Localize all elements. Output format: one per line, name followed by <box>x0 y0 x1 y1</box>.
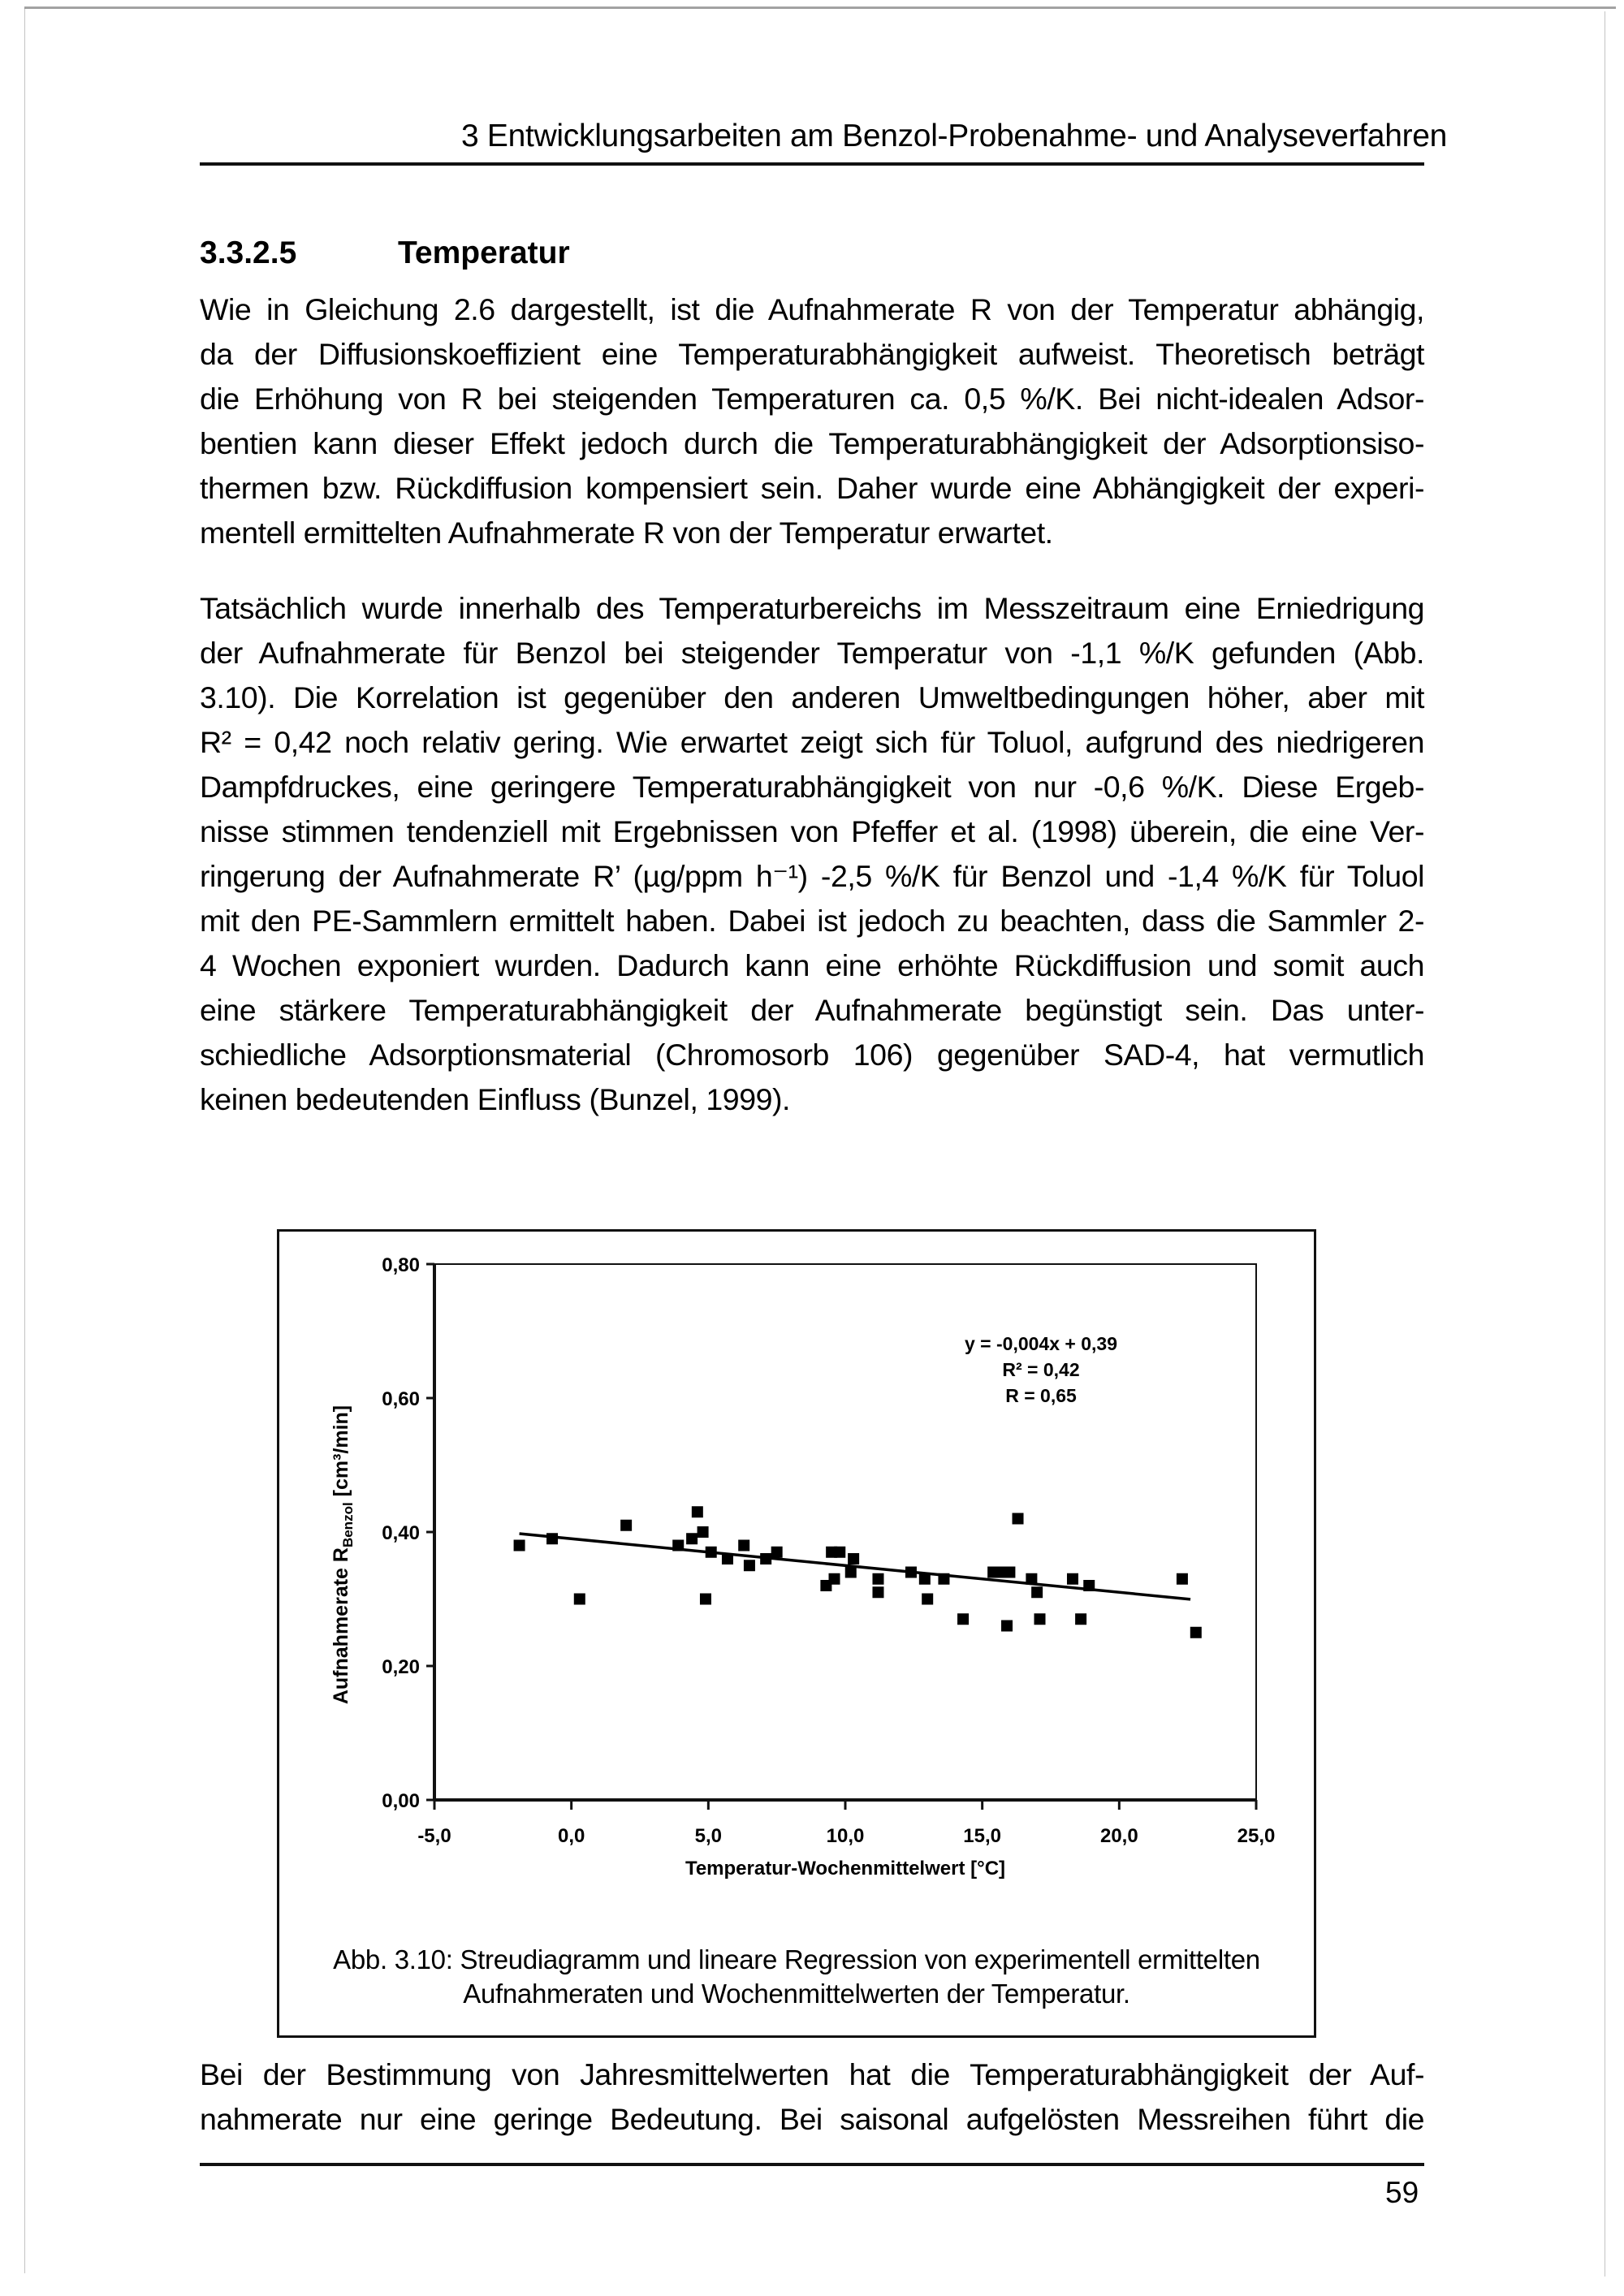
data-point-marker <box>1083 1580 1095 1591</box>
data-point-marker <box>845 1567 857 1578</box>
data-point-marker <box>922 1594 933 1605</box>
data-point-marker <box>905 1567 917 1578</box>
data-point-marker <box>834 1547 845 1558</box>
figure-caption <box>277 1943 1316 2011</box>
data-point-marker <box>620 1520 632 1531</box>
page-number: 59 <box>1385 2176 1419 2209</box>
text-line: mentell ermittelten Aufnahmerate R von der Temperatur erwartet. <box>200 516 1053 550</box>
text-line: 4 Wochen exponiert wurden. Dadurch kann eine erhöhte Rückdiffusion und somit auch <box>200 948 1424 982</box>
running-header: 3 Entwicklungsarbeiten am Benzol-Probenahme- und Analyseverfahren <box>461 119 1448 153</box>
y-axis-label: Aufnahmerate $R_{Benzol}$ [cm³/min] <box>330 1405 356 1705</box>
y-tick-label: 0,20 <box>382 1656 420 1678</box>
data-point-marker <box>872 1586 883 1598</box>
text-line: thermen bzw. Rückdiffusion kompensiert sein. Daher wurde eine Abhängigkeit der experi- <box>200 471 1424 505</box>
text-line: Tatsächlich wurde innerhalb des Temperaturbereichs im Messzeitraum eine Erniedrigung <box>200 591 1424 625</box>
data-point-marker <box>938 1573 949 1585</box>
text-line: mit den PE-Sammlern ermittelt haben. Dabei ist jedoch zu beachten, dass die Sammler 2- <box>200 904 1424 938</box>
x-tick-label: 25,0 <box>1237 1825 1276 1847</box>
text-line: Bei der Bestimmung von Jahresmittelwerten hat die Temperaturabhängigkeit der Auf- <box>200 2057 1424 2091</box>
data-point-marker <box>672 1540 684 1552</box>
data-point-marker <box>698 1526 709 1538</box>
text-line: der Aufnahmerate für Benzol bei steigender Temperatur von -1,1 %/K gefunden (Abb. <box>200 636 1424 670</box>
regression-annotation: R = 0,65 <box>1005 1385 1077 1406</box>
text-line: nisse stimmen tendenziell mit Ergebnissen von Pfeffer et al. (1998) überein, die eine Ver- <box>200 814 1424 848</box>
data-point-marker <box>738 1540 749 1552</box>
text-line: die Erhöhung von R bei steigenden Temperaturen ca. 0,5 %/K. Bei nicht-idealen Adsor- <box>200 382 1424 416</box>
text-line: bentien kann dieser Effekt jedoch durch die Temperaturabhängigkeit der Adsorptionsiso- <box>200 426 1424 460</box>
text-line: 3.10). Die Korrelation ist gegenüber den anderen Umweltbedingungen höher, aber mit <box>200 680 1424 714</box>
data-point-marker <box>829 1573 840 1585</box>
data-point-marker <box>1177 1573 1188 1585</box>
text-line: eine stärkere Temperaturabhängigkeit der Aufnahmerate begünstigt sein. Das unter- <box>200 993 1424 1027</box>
data-point-marker <box>574 1594 585 1605</box>
data-point-marker <box>546 1533 558 1544</box>
data-point-marker <box>1026 1573 1037 1585</box>
data-point-marker <box>722 1553 733 1564</box>
data-point-marker <box>1075 1613 1086 1625</box>
data-point-marker <box>848 1553 859 1564</box>
data-point-marker <box>1067 1573 1078 1585</box>
text-line: keinen bedeutenden Einfluss (Bunzel, 1999). <box>200 1082 791 1116</box>
x-tick-label: 0,0 <box>557 1825 585 1847</box>
x-tick-label: 10,0 <box>826 1825 865 1847</box>
y-tick-label: 0,80 <box>382 1254 420 1276</box>
data-point-marker <box>872 1573 883 1585</box>
data-point-marker <box>1031 1586 1043 1598</box>
data-point-marker <box>1034 1613 1046 1625</box>
x-axis-label: Temperatur-Wochenmittelwert [°C] <box>685 1858 1006 1880</box>
y-tick-label: 0,00 <box>382 1790 420 1812</box>
data-point-marker <box>771 1547 783 1558</box>
data-point-marker <box>744 1560 755 1571</box>
caption-line-2: Aufnahmeraten und Wochenmittelwerten der Temperatur. <box>463 1979 1130 2009</box>
text-line: da der Diffusionskoeffizient eine Temperaturabhängigkeit aufweist. Theoretisch beträgt <box>200 337 1424 371</box>
section-title: Temperatur <box>398 235 570 270</box>
data-point-marker <box>1190 1627 1202 1638</box>
data-point-marker <box>686 1533 698 1544</box>
y-tick-label: 0,40 <box>382 1522 420 1544</box>
data-point-marker <box>1013 1513 1024 1525</box>
footer-rule <box>200 2163 1424 2166</box>
data-point-marker <box>760 1553 771 1564</box>
x-tick-label: 20,0 <box>1099 1825 1138 1847</box>
data-point-marker <box>957 1613 969 1625</box>
data-point-marker <box>1001 1621 1013 1632</box>
y-tick-label: 0,60 <box>382 1388 420 1410</box>
text-line: nahmerate nur eine geringe Bedeutung. Bei saisonal aufgelösten Messreihen führt die <box>200 2102 1424 2136</box>
regression-annotation: R² = 0,42 <box>1002 1359 1080 1380</box>
plot-area <box>434 1264 1256 1800</box>
text-line: R² = 0,42 noch relativ gering. Wie erwartet zeigt sich für Toluol, aufgrund des niedrigeren <box>200 725 1424 759</box>
regression-annotation: y = -0,004x + 0,39 <box>965 1333 1117 1354</box>
text-line: schiedliche Adsorptionsmaterial (Chromosorb 106) gegenüber SAD-4, hat vermutlich <box>200 1038 1424 1072</box>
data-point-marker <box>919 1573 931 1585</box>
x-tick-label: 5,0 <box>694 1825 723 1847</box>
data-point-marker <box>514 1540 525 1552</box>
data-point-marker <box>1004 1567 1015 1578</box>
data-point-marker <box>706 1547 717 1558</box>
data-point-marker <box>700 1594 711 1605</box>
x-tick-label: -5,0 <box>417 1825 451 1847</box>
caption-line-1: Abb. 3.10: Streudiagramm und lineare Regression von experimentell ermittelten <box>333 1944 1260 1974</box>
section-number: 3.3.2.5 <box>200 235 297 270</box>
data-point-marker <box>692 1506 703 1517</box>
text-line: Wie in Gleichung 2.6 dargestellt, ist die Aufnahmerate R von der Temperatur abhängig, <box>200 292 1424 326</box>
x-tick-label: 15,0 <box>963 1825 1002 1847</box>
text-line: Dampfdruckes, eine geringere Temperaturabhängigkeit von nur -0,6 %/K. Diese Ergeb- <box>200 770 1424 804</box>
paragraph-3 <box>200 2052 1424 2142</box>
text-line: ringerung der Aufnahmerate R’ (µg/ppm h⁻¹) -2,5 %/K für Benzol und -1,4 %/K für Toluol <box>200 859 1424 893</box>
